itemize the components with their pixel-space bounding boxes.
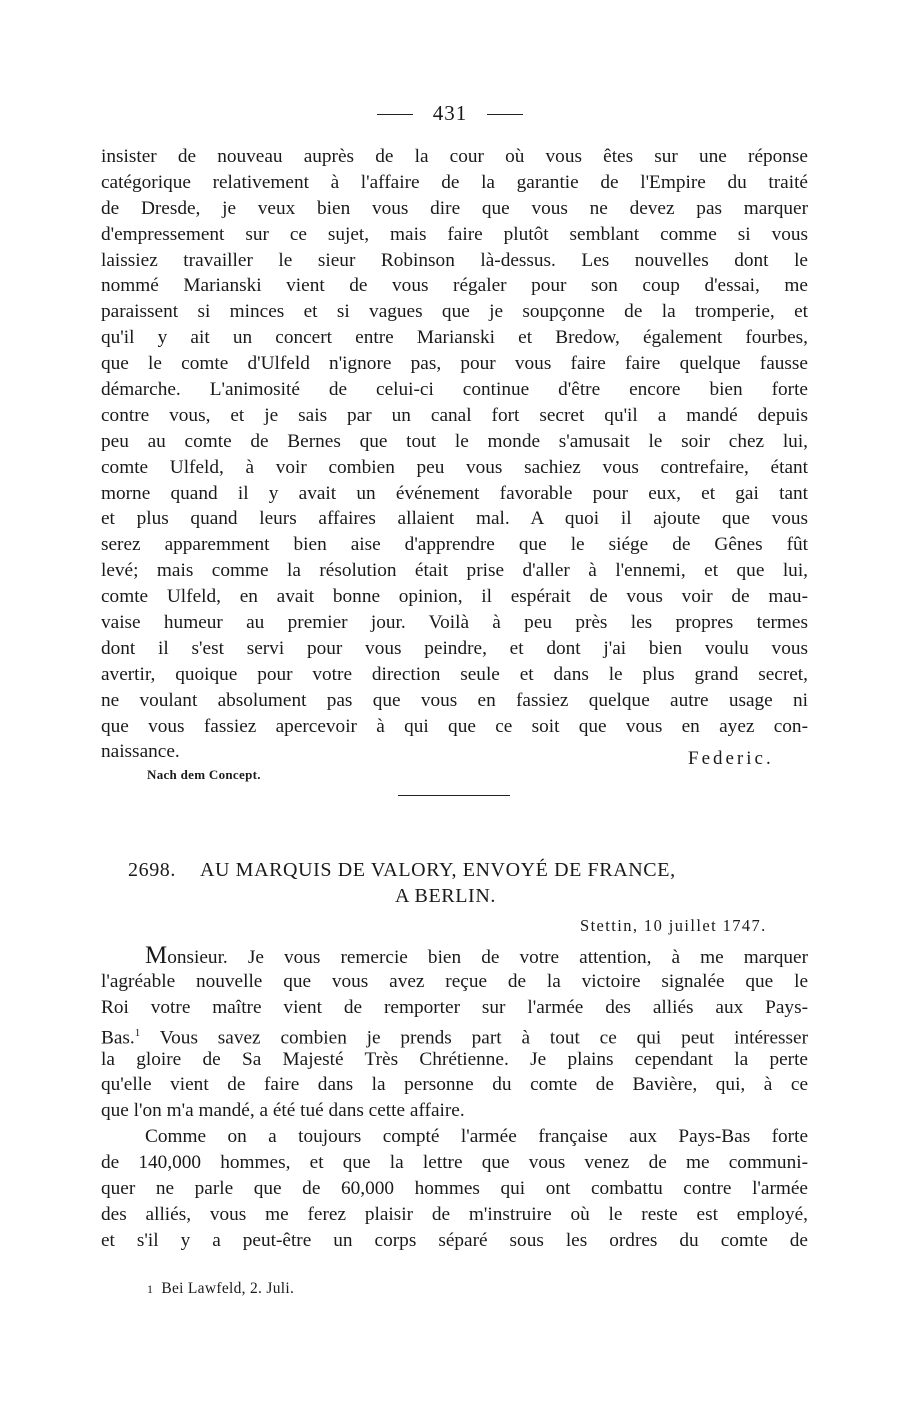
source-note: Nach dem Concept.: [147, 767, 261, 782]
text-line: de Dresde, je veux bien vous dire que vous ne devez pas marquer: [101, 197, 808, 219]
addressee: AU MARQUIS DE VALORY, ENVOYÉ DE FRANCE,: [200, 859, 676, 881]
text-line: Roi votre maître vient de remporter sur l'armée des alliés aux Pays-: [101, 996, 808, 1018]
text-span: Vous savez combien je prends part à tout ce qui peut intéresser: [140, 1027, 808, 1049]
text-line: et plus quand leurs affaires allaient mal. A quoi il ajoute que vous: [101, 508, 808, 530]
text-line: laissiez travailler le sieur Robinson là-dessus. Les nouvelles dont le: [101, 249, 808, 271]
text-line: comte Ulfeld, à voir combien peu vous sachiez vous contrefaire, étant: [101, 456, 808, 478]
text-line: [101, 943, 808, 969]
text-line: avertir, quoique pour votre direction seule et dans le plus grand secret,: [101, 663, 808, 685]
footnote: [147, 1280, 294, 1298]
text-line: d'empressement sur ce sujet, mais faire plutôt semblant comme si vous: [101, 223, 808, 245]
text-span: onsieur. Je vous remercie bien de votre attention, à me marquer: [167, 947, 808, 968]
initial-letter: M: [145, 942, 168, 969]
footnote-reference[interactable]: 1: [134, 1026, 141, 1039]
footnote-mark: 1: [147, 1282, 154, 1296]
letter-1-body: [101, 144, 808, 765]
text-line: qu'elle vient de faire dans la personne du comte de Bavière, qui, à ce: [101, 1074, 808, 1096]
text-line: naissance.: [101, 741, 180, 763]
page-number: 431: [432, 100, 468, 125]
text-line: morne quand il y avait un événement favorable pour eux, et gai tant: [101, 482, 808, 504]
text-line: comte Ulfeld, en avait bonne opinion, il espérait de vous voir de mau-: [101, 586, 808, 608]
text-line: que l'on m'a mandé, a été tué dans cette affaire.: [101, 1100, 465, 1122]
text-line: peu au comte de Bernes que tout le monde s'amusait le soir chez lui,: [101, 430, 808, 452]
text-line: serez apparemment bien aise d'apprendre que le siége de Gênes fût: [101, 534, 808, 556]
text-line: de 140,000 hommes, et que la lettre que vous venez de me communi-: [101, 1152, 808, 1174]
text-line: que vous fassiez apercevoir à qui que ce soit que vous en ayez con-: [101, 715, 808, 737]
text-line: ne voulant absolument pas que vous en fassiez quelque autre usage ni: [101, 689, 808, 711]
header-dash-right: [487, 114, 523, 115]
letter-number: 2698.: [128, 859, 176, 881]
text-line: l'agréable nouvelle que vous avez reçue de la victoire signalée que le: [101, 970, 808, 992]
text-line: la gloire de Sa Majesté Très Chrétienne. Je plains cependant la perte: [101, 1048, 808, 1070]
text-span: Bas.: [101, 1027, 135, 1049]
text-line: dont il s'est servi pour vous peindre, et dont j'ai bien voulu vous: [101, 637, 808, 659]
text-line: catégorique relativement à l'affaire de la garantie de l'Empire du traité: [101, 171, 808, 193]
text-line: contre vous, et je sais par un canal fort secret qu'il a mandé depuis: [101, 404, 808, 426]
text-line: vaise humeur au premier jour. Voilà à peu près les propres termes: [101, 612, 808, 634]
section-separator: [398, 795, 510, 796]
text-line: nommé Marianski vient de vous régaler pour son coup d'essai, me: [101, 275, 808, 297]
text-line: des alliés, vous me ferez plaisir de m'instruire où le reste est employé,: [101, 1203, 808, 1225]
text-line: Comme on a toujours compté l'armée française aux Pays-Bas forte: [145, 1126, 808, 1148]
footnote-text: Bei Lawfeld, 2. Juli.: [161, 1280, 295, 1297]
text-line: qu'il y ait un concert entre Marianski et Bredow, également fourbes,: [101, 327, 808, 349]
signature: Federic.: [688, 748, 774, 769]
header-dash-left: [377, 114, 413, 115]
letter-2-body: [101, 943, 808, 1254]
text-line: levé; mais comme la résolution était prise d'aller à l'ennemi, et que lui,: [101, 560, 808, 582]
page-header: [0, 98, 900, 128]
text-line: paraissent si minces et si vagues que je soupçonne de la tromperie, et: [101, 301, 808, 323]
heading-line-1: [128, 857, 676, 883]
text-line: démarche. L'animosité de celui-ci continue d'être encore bien forte: [101, 379, 808, 401]
text-line: insister de nouveau auprès de la cour où vous êtes sur une réponse: [101, 146, 808, 167]
text-line: [101, 1021, 808, 1047]
dateline: Stettin, 10 juillet 1747.: [580, 916, 767, 935]
text-line: et s'il y a peut-être un corps séparé sous les ordres du comte de: [101, 1229, 808, 1251]
heading-line-2: A BERLIN.: [395, 885, 496, 907]
text-line: quer ne parle que de 60,000 hommes qui ont combattu contre l'armée: [101, 1178, 808, 1200]
text-line: que le comte d'Ulfeld n'ignore pas, pour vous faire faire quelque fausse: [101, 353, 808, 375]
